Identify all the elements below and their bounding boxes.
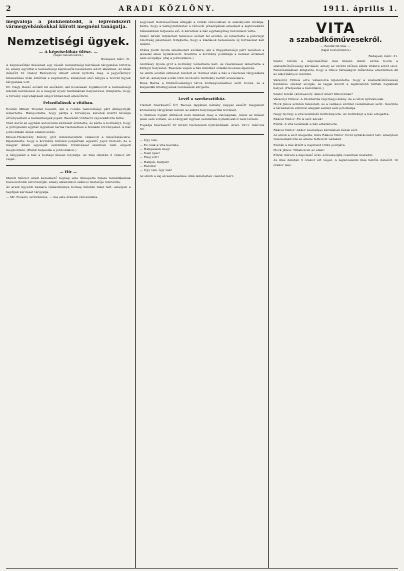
paragraph: Rákosi Viktor: Én is szót kérek! [273, 117, 323, 122]
paragraph: Vlád Aurél az egyházi autonómia kérdését érintette, és kérte a kormányt, hogy a görögkeleti egyház ügyeiben tartsa tiszteletben a fennálló törvényeket. A ház jobboldalán élénk ellenmondás. [6, 120, 131, 134]
small-note: (Saját tudósítónktól.) [53, 52, 84, 57]
divider [6, 165, 131, 166]
page-number: 2 [6, 4, 12, 13]
divider [140, 134, 265, 135]
issue-date: 1911. április 1. [322, 4, 398, 13]
paragraph: Az elnök a zaj elcsendesedése után ismételten csendet kért. [139, 173, 234, 178]
paragraph: Hock János: Tiltakozom ez ellen! [273, 147, 325, 152]
column-divider [268, 20, 269, 568]
dateline: Budapest, márc. 31. [101, 57, 131, 62]
paragraph: Ezután Mihali Tivadar beszélt, aki a román nemzetiségi párt álláspontját ismertette. Hangoztatta, hogy pártja a törvényes keretek között kívánja érvényesíteni a nemzetiségek jogait. Beszédét többször zaj szakította félbe. [6, 107, 131, 120]
paragraph: Nagy György a vita lezárását indítványozta. Az indítványt a ház elfogadta. [273, 111, 390, 116]
paragraph: Buza Barna a földművelésügyi tárca költségvetéséhez szólt hozzá, és a kisgazdák hitelügyének rendezését sürgette. [139, 80, 265, 90]
paragraph: Utána Justh Gyula emelkedett szólásra, aki a függetlenségi párt nevében a javaslat ellen nyilatkozott. Szerinte a kormány politikája a nemzet érdekeit nem szolgálja. (Zaj a jobboldalon.) [139, 47, 265, 61]
paragraph: Az aradi ügyvédi kamara választmánya holnap délután ülést tart, amelyen a tagdíjak kérdését tárgyalja. [6, 185, 131, 194]
section-heading: Felszólalások a vitában. [43, 100, 94, 106]
dialog-line: — Nem igaz! [139, 151, 160, 156]
paragraph: Szabó István a képviselőház mai ülésén ismét szóba hozta a szabadkőművesség kérdését, amely az utóbbi időben élénk vitákra adott okot. Felszólalásában kifejtette, hogy a titkos társaságok működése ellentétben áll az alkotmányos renddel. [273, 59, 399, 77]
paragraph: Khuen-Héderváry Károly gróf miniszterelnök válaszolt a felszólalásokra. Kijelentette, hogy a kormány minden polgárnak egyenlő jogot biztosít, de a magyar állam egységét semmiféle törekvéssel szemben nem engedi megbontani. (Élénk helyeslés a jobboldalon.) [6, 134, 131, 152]
column-divider [135, 20, 136, 568]
vita-title: VITA [316, 21, 356, 37]
divider [140, 92, 265, 93]
paragraph: Szabó István (közbeszól): Akkor miért titkolóznak? [273, 91, 353, 96]
article-headline: Nemzetiségi ügyek. [7, 34, 130, 48]
paragraph: Az elnök a szót megadta, mire Rákosi Viktor rövid nyilatkozatot tett, amelyben visszautasította az ellene felhozott vádakat. [273, 132, 399, 142]
lead-text: megvalója a pioknemtodd, a leprendszeri vármegyebánkokkal kiírott megnéni tanágatja. [6, 20, 131, 31]
paragraph: — Mr. Fosseti, szóbrándos, — ma este érkezik városunkba. [6, 194, 99, 199]
column-1 [6, 20, 131, 568]
paragraph: segyvesti tisztviselőinek állapját a vidéki városokban is szabályozni kívánja. Kérte, hogy a belügyminiszter a városok pótadójának emelését a legközelebbi ülésszakban terjessze elő. A kérelmet a ház egyhangúlag tudomásul vette. [139, 20, 265, 33]
paragraph: A tárgyalást a ház a holnapi ülésen folytatja. Az ülés délután 2 órakor ért véget. [6, 153, 131, 162]
paragraph: Az ülés délután 3 órakor ért véget. A legközelebbi ülés hétfőn délelőtt 10 órakor lesz. [273, 158, 399, 167]
column-2 [140, 20, 265, 568]
newspaper-title: ARADI KÖZLÖNY. [118, 4, 217, 13]
vita-note-2: (Saját tudósítónktól.) [320, 47, 351, 52]
paragraph: A cikkben foglalt állítások nem felelnek meg a valóságnak, mivel az ülésen jelen sem voltam, és a tárgyalt ügyben semmiféle nyilatkozatot nem tettem. [139, 113, 265, 122]
vita-header [273, 22, 398, 52]
article-subhead: — A képviselőház ülése. — [39, 48, 98, 54]
paragraph: Fogadja Szerkesztő Úr kiváló tiszteletem nyilvánítását. Arad, 1911. március 30. [139, 122, 265, 131]
dialog-line: — Rendre! [139, 164, 157, 169]
dialog-line: — Úgy van, úgy van! [139, 168, 173, 173]
page-bottom-rule [6, 568, 398, 569]
paragraph: Andrássy Gyula gróf a kormány védelmére kelt, és részletesen ismertette a külügyi helyzetet. Beszéde végén a ház mindkét oldalán hosszas éljenzés. [139, 61, 265, 70]
dialog-line: — Hallgassuk meg! [139, 146, 171, 151]
masthead [6, 4, 398, 17]
columns [6, 20, 398, 568]
paragraph: A képviselőház ülésének egy részét nemzetiségi kérdések tárgyalása töltötte ki, amely egyúttal a nemzetiségi képviselők beszédeire adott alkalmat. Az ülést délelőtt 10 órakor Berzeviczy Albert elnök nyitotta meg. A jegyzőkönyv hitelesítése után áttértek a napirendre, amelynek első tárgya a horvát ügyek tárgyalása volt. [6, 62, 131, 84]
dialog-line: — Halljuk, halljuk! [139, 159, 169, 164]
dialog-line: — Elég volt! [139, 155, 159, 160]
paragraph: Tisztelt Szerkesztő Úr! Becses lapjában néhány nappal ezelőtt megjelent közlemény tárgyában kérem az alábbi helyreigazítás közlését. [139, 103, 265, 112]
paragraph: Elnök: A vita lezárását a ház elhatározta. [273, 122, 338, 127]
paragraph: Vázsonyi Vilmos erre válaszolva kijelentette, hogy a szabadkőművesség humánus célokat szolgál, és tagjai között a legkiválóbb férfiak foglalnak helyet. (Helyeslés a baloldalon.) [273, 77, 399, 91]
paragraph: Hock János szintén felszólalt, és a vallásos érzület védelmében szólt. Szerinte a társadalom erkölcsi alapjait semmi sem pótolhatja. [273, 102, 399, 111]
separator-label: — Hír — [59, 168, 77, 174]
paragraph: Mandl Sándor aradi kereskedő tegnap este ünnepelte üzlete fennállásának huszonötödik évfordulóját, amely alkalomból számos tisztelője üdvözölte. [6, 175, 131, 184]
paragraph: Rákosi Viktor: Akkor személyes kérdésben kérek szót. [273, 127, 359, 132]
column-3 [273, 20, 398, 568]
vita-subtitle: a szabadkőművesekről. [289, 36, 383, 44]
paragraph: Ezután a ház áttért a napirend többi pontjára. [273, 142, 346, 147]
vita-note: — Rendkívüli ülés. — [320, 44, 351, 48]
dialog-line: — Ez csak a vita kezdete. [139, 142, 180, 147]
paragraph: Vázsonyi Vilmos: A titoktartás régi hagyomány, de a célok nyilvánosak. [273, 96, 385, 101]
paragraph: Az elnök ezután szünetet rendelt el. Szünet után a ház a részletes tárgyalásra tért át, amelynek során több módosító indítvány került szavazásra. [139, 71, 265, 80]
paragraph: Dr. Nagy Dezső szólalt fel elsőként, aki hosszasan foglalkozott a nemzetiségi iskolák kérdésével és a magyar nyelv tanításának helyzetével. Kifejtette, hogy a törvény végrehajtását szigorúbban kell ellenőrizni. [6, 85, 131, 98]
paragraph: Elnök: Kérem a képviselő urat, szíveskedjék csendben maradni. [273, 153, 374, 158]
dialog-line: — Úgy van. [139, 138, 158, 143]
dateline: Budapest, márc. 31. [368, 54, 399, 59]
section-heading: Levél a szerkesztőhöz. [178, 96, 226, 102]
paragraph: Szabó István miniszteri tanácsos szólalt fel ezután, és ismertette a pénzügyi bizottság jelentését. Kifejtette, hogy a kiadások fedezésére új forrásokat kell találni. [139, 33, 265, 47]
